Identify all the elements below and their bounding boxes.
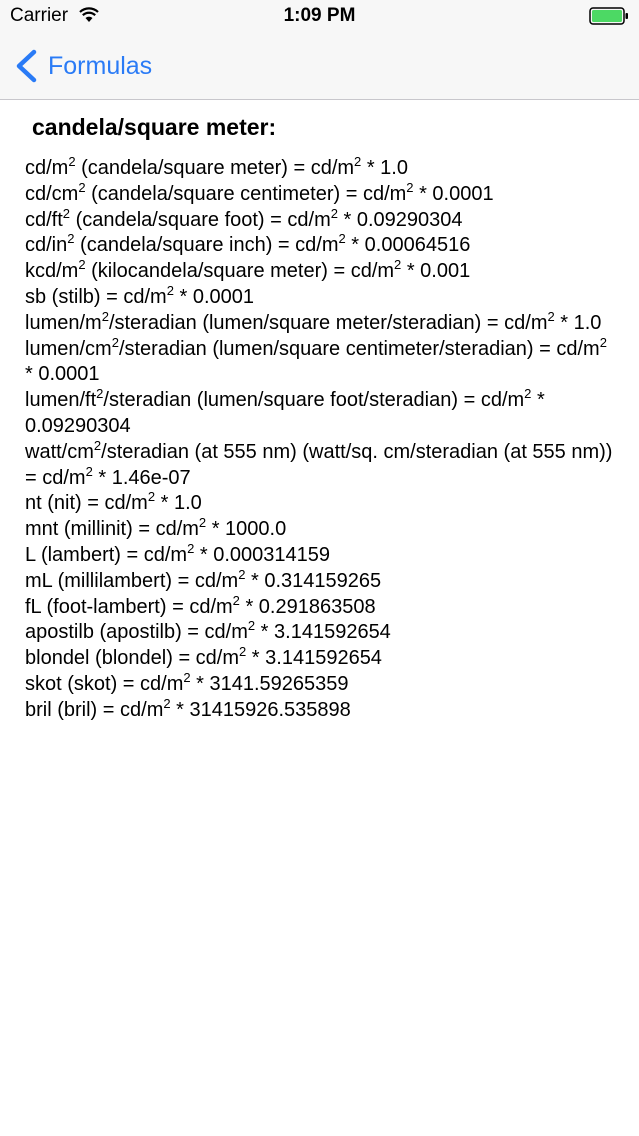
formula-item: $cd/m^2$ (candela/square meter) = $cd/m^2 * 1.0$ <box>25 154 408 179</box>
formula-item: $cd/ft^2$ (candela/square foot) = $cd/m^2 * 0.09290304$ <box>25 205 463 231</box>
formula-item: fL (foot-lambert) = $cd/m^2 * 0.291863508$ <box>25 592 376 618</box>
formula-item: watt/$cm^2$/steradian (at 555 nm) (watt/sq. cm/steradian (at 555 $nm)) = cd/m^2 * 1.46e-07$ <box>25 437 613 489</box>
formula-item: bril (bril) = $cd/m^2 * 31415926.535898$ <box>25 695 351 721</box>
formula-item: kcd/$m^2$ (kilocandela/square meter) = $cd/m^2 * 0.001$ <box>25 257 471 283</box>
navigation-bar <box>0 32 639 100</box>
battery-icon <box>589 7 629 25</box>
formula-item: lumen/$cm^2$/steradian (lumen/square centimeter/steradian) = $cd/m^2 * 0.0001$ <box>25 334 607 386</box>
status-bar <box>0 0 639 32</box>
clock: 1:09 PM <box>283 5 356 26</box>
formula-item: blondel (blondel) = $cd/m^2 * 3.141592654$ <box>25 644 382 670</box>
formula-item: skot (skot) = $cd/m^2 * 3141.59265359$ <box>25 669 349 695</box>
formula-list <box>25 156 615 724</box>
carrier-label: Carrier <box>10 5 69 26</box>
back-button-label: Formulas <box>48 51 153 80</box>
chevron-left-icon <box>14 49 38 83</box>
formula-item: $cd/cm^2$ (candela/square centimeter) = $cd/m^2 * 0.0001$ <box>25 179 494 205</box>
formula-item: $cd/in^2$ (candela/square inch) = $cd/m^2 * 0.00064516$ <box>25 231 471 257</box>
formula-item: lumen/$ft^2$/steradian (lumen/square foot/steradian) = $cd/m^2 * 0.09290304$ <box>25 386 545 437</box>
formula-item: apostilb (apostilb) = $cd/m^2 * 3.141592654$ <box>25 618 391 644</box>
formula-item: mnt (millinit) = $cd/m^2 * 1000.0$ <box>25 515 287 541</box>
formula-item: nt $(nit) = cd/m^2 * 1.0$ <box>25 489 202 515</box>
formula-item: mL (millilambert) = $cd/m^2 * 0.314159265$ <box>25 566 382 592</box>
page-title: candela/square meter: <box>32 114 277 140</box>
back-button[interactable] <box>14 48 152 84</box>
formula-item: lumen/$m^2$/steradian (lumen/square meter/steradian) = $cd/m^2 * 1.0$ <box>25 308 602 334</box>
formula-item: sb (stilb) = $cd/m^2 * 0.0001$ <box>25 282 255 308</box>
formula-item: L (lambert) = $cd/m^2 * 0.000314159$ <box>25 540 331 566</box>
